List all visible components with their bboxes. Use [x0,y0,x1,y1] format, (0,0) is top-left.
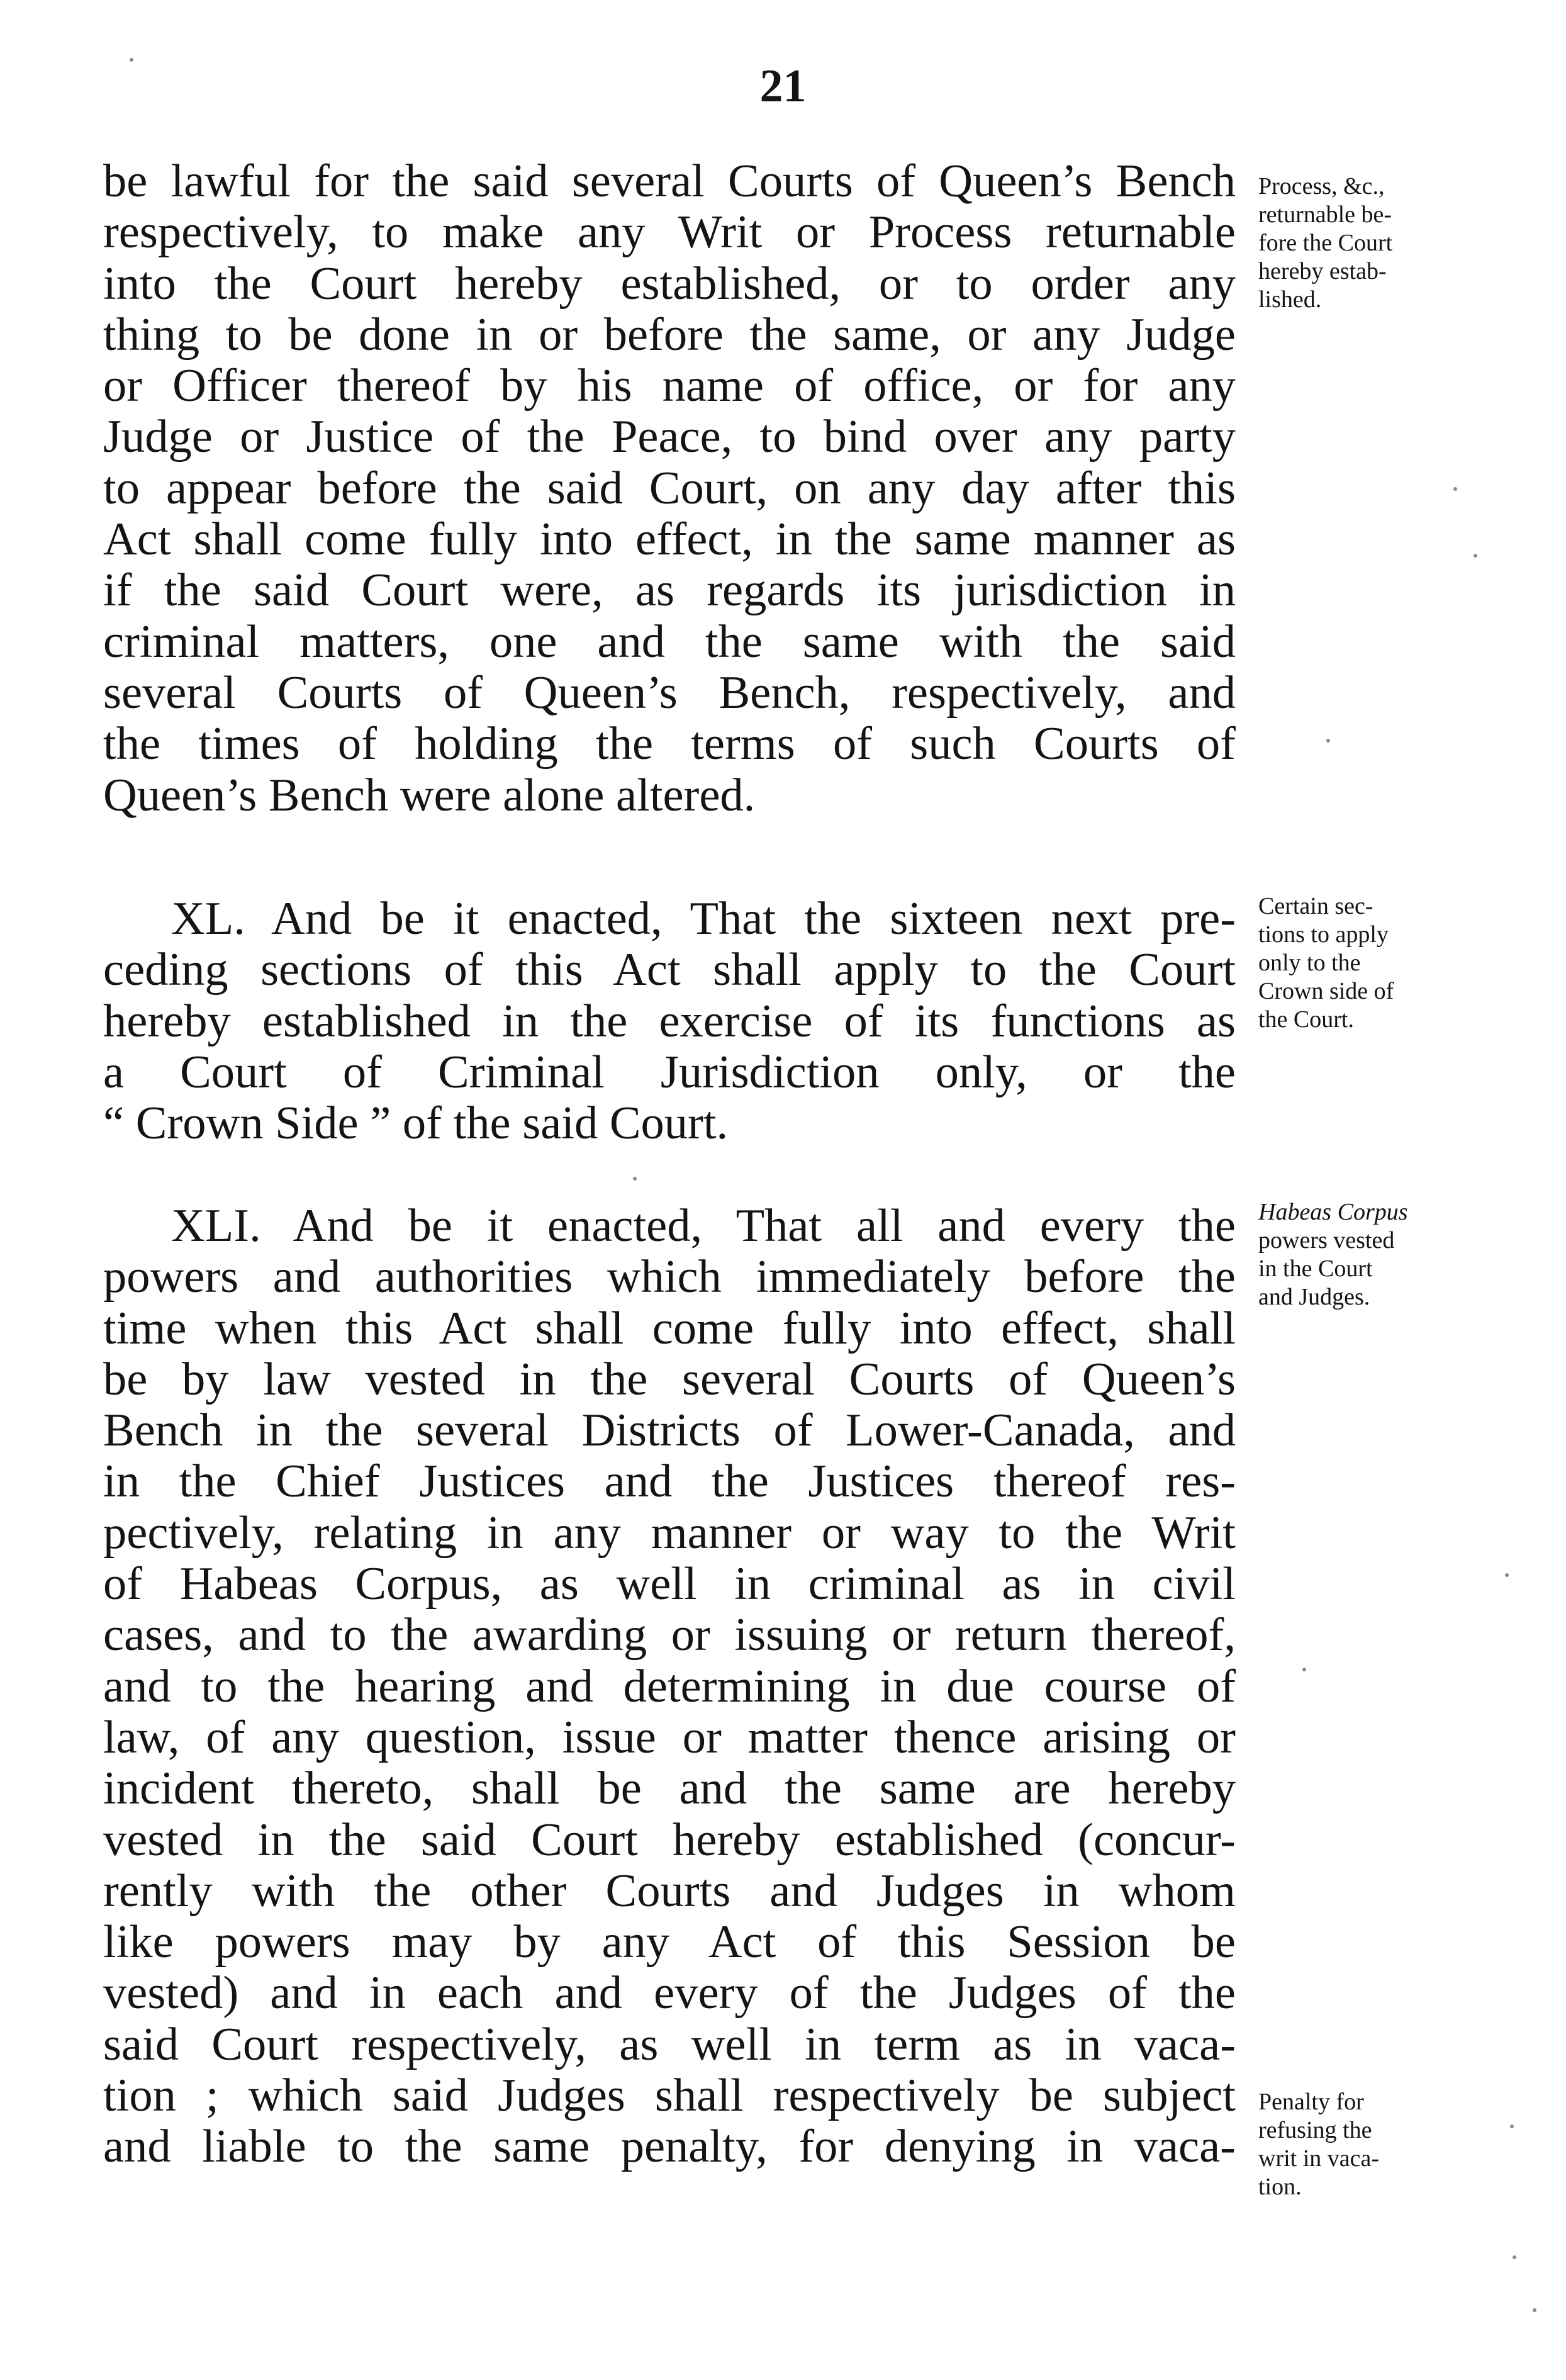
margin-note-line: Crown side of [1258,978,1394,1004]
text-line: the times of holding the terms of such Courts of [103,718,1236,770]
margin-note-line: tions to apply [1258,921,1389,948]
scan-speck [1510,2125,1514,2128]
margin-note-line: fore the Court [1258,230,1393,256]
scan-speck [1302,1668,1306,1671]
margin-note-line: Process, &c., [1258,173,1385,199]
text-line: respectively, to make any Writ or Process returnable [103,206,1236,259]
text-line: into the Court hereby established, or to order any [103,257,1236,310]
margin-note-line: Habeas Corpus [1258,1199,1408,1225]
text-line: pectively, relating in any manner or way to the Writ [103,1507,1236,1559]
margin-note-line: in the Court [1258,1255,1373,1282]
text-line: hereby established in the exercise of its functions as [103,995,1236,1047]
text-line: and to the hearing and determining in due course of [103,1660,1236,1712]
scan-speck [1513,2255,1516,2259]
margin-note-line: returnable be- [1258,201,1392,228]
text-line: Bench in the several Districts of Lower-Canada, and [103,1405,1236,1457]
margin-note-line: Certain sec- [1258,893,1373,919]
text-line: powers and authorities which immediately before the [103,1251,1236,1303]
text-line: cases, and to the awarding or issuing or return thereof, [103,1609,1236,1661]
text-line: if the said Court were, as regards its jurisdiction in [103,564,1236,617]
text-line: ceding sections of this Act shall apply to the Court [103,944,1236,996]
text-line: Queen’s Bench were alone altered. [103,769,756,821]
margin-note-line: Penalty for [1258,2089,1364,2115]
section-xli [103,1201,1236,2173]
text-line: XLI. And be it enacted, That all and every the [171,1200,1236,1252]
margin-note-line: only to the [1258,950,1361,976]
text-line: and liable to the same penalty, for denying in vaca- [103,2121,1236,2173]
text-line: vested) and in each and every of the Judges of the [103,1967,1236,2019]
scan-speck [1474,554,1477,558]
text-line: like powers may by any Act of this Session be [103,1916,1236,1968]
margin-note-line: tion. [1258,2174,1302,2200]
text-line: said Court respectively, as well in term as in vaca- [103,2018,1236,2070]
text-line: Act shall come fully into effect, in the same manner as [103,514,1236,566]
scan-speck [1533,2308,1536,2312]
text-line: several Courts of Queen’s Bench, respectively, and [103,666,1236,719]
text-line: XL. And be it enacted, That the sixteen next pre- [171,893,1236,945]
text-line: time when this Act shall come fully into effect, shall [103,1302,1236,1354]
page-number: 21 [759,60,807,112]
text-line: in the Chief Justices and the Justices thereof res- [103,1456,1236,1508]
margin-note-line: the Court. [1258,1006,1354,1033]
text-line: “ Crown Side ” of the said Court. [103,1097,729,1150]
text-line: criminal matters, one and the same with the said [103,615,1236,668]
margin-note-penalty [1258,2088,1460,2201]
scan-speck [633,1177,637,1181]
scan-speck [1505,1573,1509,1577]
margin-note-crown-side [1258,892,1460,1034]
scan-speck [1326,739,1330,743]
text-line: of Habeas Corpus, as well in criminal as in civil [103,1558,1236,1610]
scan-speck [1453,487,1457,491]
text-line: be lawful for the said several Courts of Queen’s Bench [103,155,1236,207]
text-line: tion ; which said Judges shall respectively be subject [103,2070,1236,2122]
paragraph-continuation [103,156,1236,821]
margin-note-line: lished. [1258,286,1322,313]
margin-note-line: and Judges. [1258,1284,1370,1310]
text-line: incident thereto, shall be and the same are hereby [103,1763,1236,1815]
text-line: vested in the said Court hereby established (concur- [103,1814,1236,1866]
margin-note-habeas-corpus [1258,1198,1460,1311]
margin-note-line: writ in vaca- [1258,2145,1380,2172]
text-line: a Court of Criminal Jurisdiction only, or the [103,1046,1236,1098]
text-line: thing to be done in or before the same, or any Judge [103,308,1236,361]
section-xl [103,894,1236,1149]
text-line: rently with the other Courts and Judges in whom [103,1865,1236,1917]
margin-note-process [1258,172,1460,314]
text-line: be by law vested in the several Courts of Queen’s [103,1353,1236,1405]
margin-note-line: refusing the [1258,2117,1372,2143]
text-line: to appear before the said Court, on any day after this [103,462,1236,514]
scan-speck [130,58,133,62]
margin-note-line: hereby estab- [1258,258,1387,284]
text-line: Judge or Justice of the Peace, to bind over any party [103,411,1236,463]
text-line: law, of any question, issue or matter thence arising or [103,1711,1236,1763]
text-line: or Officer thereof by his name of office, or for any [103,360,1236,412]
margin-note-line: powers vested [1258,1227,1395,1254]
